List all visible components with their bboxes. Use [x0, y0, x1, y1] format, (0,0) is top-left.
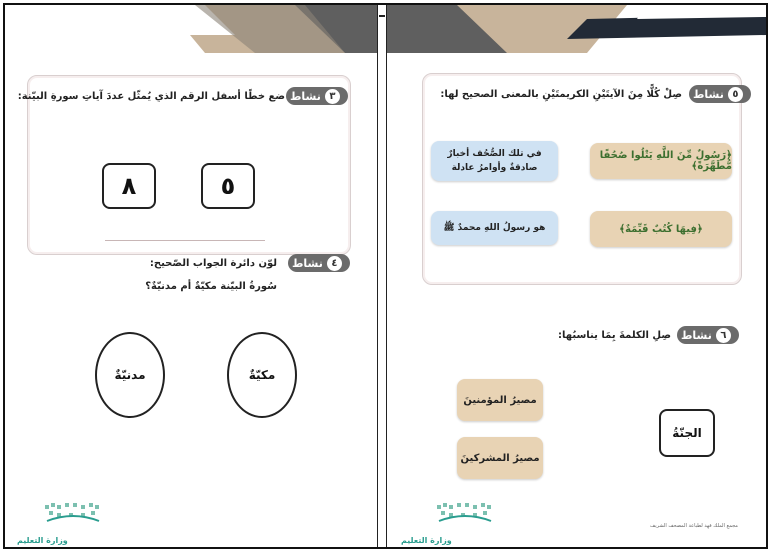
- believers-fate-box[interactable]: مصيرُ المؤمنينَ: [457, 379, 543, 421]
- activity3-badge-number: ٣: [325, 89, 340, 104]
- option-number-five[interactable]: ٥: [201, 163, 255, 209]
- left-page: [5, 5, 377, 547]
- activity6-badge: [677, 326, 739, 344]
- option-meccan-circle[interactable]: مكيّةٌ: [227, 332, 297, 418]
- activity3-instruction: ضع خطًا أسفل الرقم الذي يُمثّل عددَ آياتِ سورةِ البيّنة:: [17, 91, 285, 102]
- activity4-badge-label: نشاط: [292, 256, 323, 270]
- polytheists-fate-box[interactable]: مصيرُ المشركينَ: [457, 437, 543, 479]
- activity4-instruction: لوّن دائرة الجواب الصّحيح:: [149, 258, 277, 269]
- spine-mark: [379, 15, 385, 17]
- ministry-logo-icon-right: [435, 501, 495, 527]
- activity5-badge: [689, 85, 751, 103]
- activity6-badge-label: نشاط: [681, 328, 712, 342]
- meaning-scriptures[interactable]: في تلك الصُّحُف أخبارٌ صادقةٌ وأوامرُ عادلة: [431, 141, 558, 181]
- activity-divider: [105, 240, 265, 241]
- option-medinan-circle[interactable]: مدنيّةٌ: [95, 332, 165, 418]
- activity6-instruction: صِلِ الكلمةَ بِمَا يناسبُها:: [558, 330, 671, 341]
- activity4-question: سُورةُ البيّنة مكيّةٌ أم مدنيّةٌ؟: [145, 281, 277, 292]
- right-page: [387, 5, 766, 547]
- left-logo-text: وزارة التعليم: [17, 536, 68, 545]
- meaning-prophet[interactable]: هو رسولُ اللهِ محمدٌ ﷺ: [431, 211, 558, 245]
- option-number-eight[interactable]: ٨: [102, 163, 156, 209]
- right-logo-text: وزارة التعليم: [401, 536, 452, 545]
- verse-books[interactable]: ﴿فِيهَا كُتُبٌ قَيِّمَةٌ﴾: [590, 211, 732, 247]
- verse-messenger[interactable]: ﴿رَسُولٌ مِّنَ اللَّهِ يَتْلُوا صُحُفًا مُّطَهَّرَةً﴾: [590, 143, 732, 179]
- activity6-badge-number: ٦: [716, 328, 731, 343]
- paradise-target-box[interactable]: الجنّةُ: [659, 409, 715, 457]
- footer-note: مجمع الملك فهد لطباعة المصحف الشريف: [650, 523, 738, 529]
- book-spine: [377, 5, 387, 547]
- left-header-decoration: [5, 5, 377, 53]
- activity5-instruction: صِلْ كُلًّا مِنَ الآيتَيْنِ الكريمتَيْنِ بالمعنى الصحيح لها:: [440, 89, 682, 100]
- activity5-badge-number: ٥: [728, 87, 743, 102]
- activity3-badge-label: نشاط: [290, 89, 321, 103]
- activity5-badge-label: نشاط: [693, 87, 724, 101]
- activity3-badge: [286, 87, 348, 105]
- ministry-logo-icon: [43, 501, 103, 527]
- activity4-badge: [288, 254, 350, 272]
- activity4-badge-number: ٤: [327, 256, 342, 271]
- right-header-decoration: [387, 5, 766, 53]
- workbook-spread: [3, 3, 768, 549]
